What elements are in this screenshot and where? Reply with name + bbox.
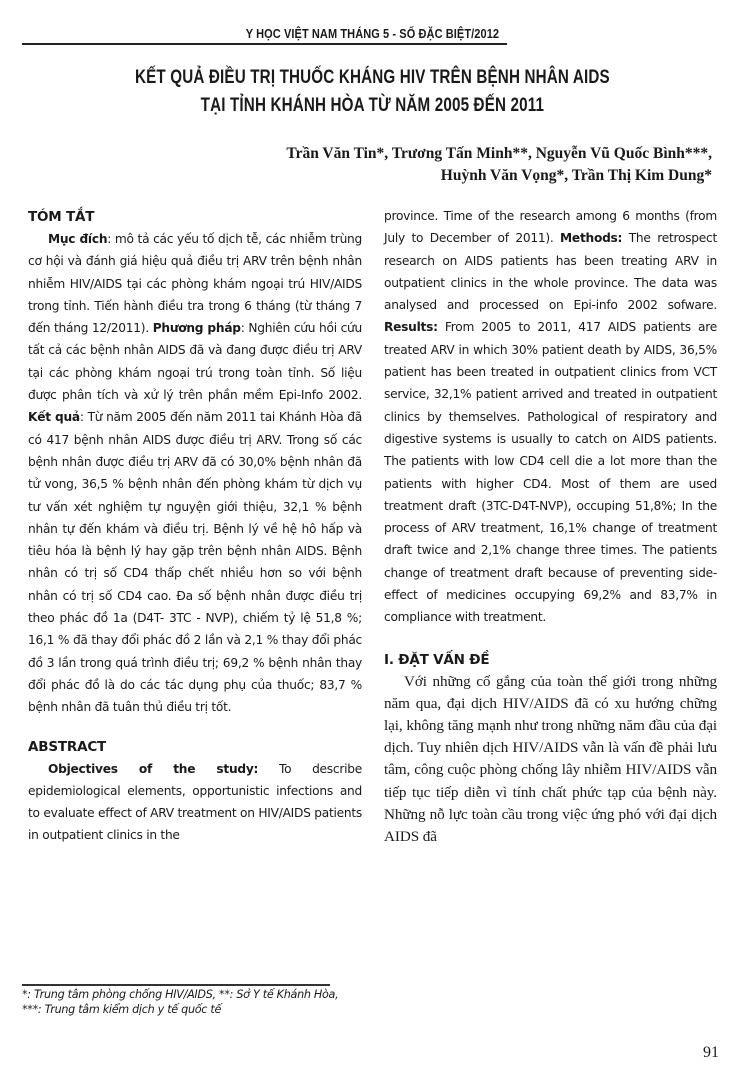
authors-line-2: Huỳnh Văn Vọng*, Trần Thị Kim Dung* bbox=[440, 167, 712, 184]
ket-qua-text: : Từ năm 2005 đến năm 2011 tai Khánh Hòa đã có 417 bệnh nhân AIDS được điều trị ARV. Trong số các bệnh nhân được điều trị ARV đã có 30,0% bệnh nhân đã tử vong, 36,5 % bệnh nhân đến phòng khám từ dịch vụ tư vấn xét nghiệm tự nguyện giới thiệu, 32,1 % bệnh nhân tự đến khám và điều trị. Bệnh lý về hệ hô hấp và tiêu hóa là bệnh lý hay gặp trên bệnh nhân AIDS. Bệnh nhân có trị số CD4 thấp chết nhiều hơn so với bệnh nhân có trị số CD4 cao. Đa số bệnh nhân được điều trị theo phác đồ 1a (D4T- 3TC - NVP), chiếm tỷ lệ 51,8 %; 16,1 % đã thay đổi phác đồ 2 lần và 2,1 % thay đổi phác đồ 3 lần trong quá trình điều trị; 69,2 % bệnh nhân thay đổi phác đồ là do các tác dụng phụ của thuốc; 83,7 % bệnh nhân đã tuân thủ điều trị tốt. bbox=[28, 410, 362, 715]
methods-text: The retrospect research on AIDS patients has been treating ARV in outpatient clinics in the whole province. The data was analysed and processed on Epi-info 2002 sofware. bbox=[384, 231, 717, 313]
authors-line-1: Trần Văn Tin*, Trương Tấn Minh**, Nguyễn Vũ Quốc Bình***, bbox=[286, 145, 712, 162]
ket-qua-label: Kết quả bbox=[28, 410, 80, 425]
running-head: Y HỌC VIỆT NAM THÁNG 5 - SỐ ĐẶC BIỆT/2012 bbox=[245, 27, 500, 41]
methods-label: Methods: bbox=[560, 231, 623, 246]
abstract-heading: ABSTRACT bbox=[28, 738, 107, 755]
footnote bbox=[22, 987, 382, 1017]
muc-dich-label: Mục đích bbox=[48, 232, 108, 246]
abstract-body-continued bbox=[384, 205, 717, 629]
results-text: From 2005 to 2011, 417 AIDS patients are treated ARV in which 30% patient death by AIDS, 36,5% patient has been treated in outpatient clinics from VCT service, 32,1% patient arrived and treated in outpatient clinics by themselves. Pathological of respiratory and digestive systems is usually to catch on AIDS patients. The patients with low CD4 cell die a lot more than the patients with higher CD4. Most of them are used treatment draft (3TC-D4T-NVP), occuping 51,8%; In the process of ARV treatment, 16,1% change of treatment draft twice and 2,1% change three times. The patients change of treatment draft because of preventing side-effect of medicines occupying 69,2% and 83,7% in compliance with treatment. bbox=[384, 320, 717, 625]
results-label: Results: bbox=[384, 320, 438, 335]
header-rule bbox=[22, 43, 507, 45]
title-line-2: TẠI TỈNH KHÁNH HÒA TỪ NĂM 2005 ĐẾN 2011 bbox=[200, 94, 545, 116]
muc-dich-text: : mô tả các yếu tố dịch tễ, các nhiễm trùng cơ hội và đánh giá hiệu quả điều trị ARV trên bệnh nhân nhiễm HIV/AIDS tại các phòng khám ngoại trú HIV/AIDS trong tỉnh. Tiến hành điều tra trong 6 tháng (từ tháng 7 đến tháng 12/2011). bbox=[28, 232, 363, 336]
tom-tat-body bbox=[28, 228, 362, 719]
authors bbox=[286, 143, 712, 187]
section-1-body: Với những cố gắng của toàn thế giới trong những năm qua, đại dịch HIV/AIDS đã có xu hướng chững lại, không tăng mạnh như trong những năm đầu của đại dịch. Tuy nhiên dịch HIV/AIDS vẫn là vấn đề phải lưu tâm, công cuộc phòng chống lây nhiễm HIV/AIDS vẫn tiếp tục tiếp diễn vì tính chất phức tạp của bệnh này. Những nỗ lực toàn cầu trong việc ứng phó với đại dịch AIDS đã bbox=[384, 672, 717, 846]
footnote-line-1: *: Trung tâm phòng chống HIV/AIDS, **: Sở Y tế Khánh Hòa, bbox=[22, 988, 339, 1001]
footnote-rule bbox=[22, 984, 330, 986]
footnote-line-2: ***: Trung tâm kiểm dịch y tế quốc tế bbox=[22, 1003, 222, 1016]
abstract-body-start bbox=[28, 758, 362, 847]
page-number: 91 bbox=[703, 1044, 719, 1061]
objectives-label: Objectives of the study: bbox=[48, 761, 259, 776]
article-title bbox=[82, 63, 663, 119]
section-1-heading: I. ĐẶT VẤN ĐỀ bbox=[384, 651, 490, 668]
title-line-1: KẾT QUẢ ĐIỀU TRỊ THUỐC KHÁNG HIV TRÊN BỆNH NHÂN AIDS bbox=[134, 66, 610, 88]
phuong-phap-text: : Nghiên cứu hồi cứu tất cả các bệnh nhân AIDS đã và đang được điều trị ARV tại các phòng khám ngoại trú trong toàn tỉnh. Số liệu được phân tích và xử lý trên phần mềm Epi-Info 2002. bbox=[28, 321, 362, 403]
left-column bbox=[28, 206, 362, 847]
phuong-phap-label: Phương pháp bbox=[152, 321, 241, 336]
objectives-text-part1: To describe epidemiological elements, opportunistic infections and to evaluate effect of ARV treatment on HIV/AIDS patients in outpatient clinics in the bbox=[28, 761, 362, 843]
right-column bbox=[384, 205, 717, 848]
tom-tat-heading: TÓM TẮT bbox=[28, 209, 95, 225]
objectives-text-part2: province. Time of the research among 6 months (from July to December of 2011). bbox=[384, 209, 717, 246]
